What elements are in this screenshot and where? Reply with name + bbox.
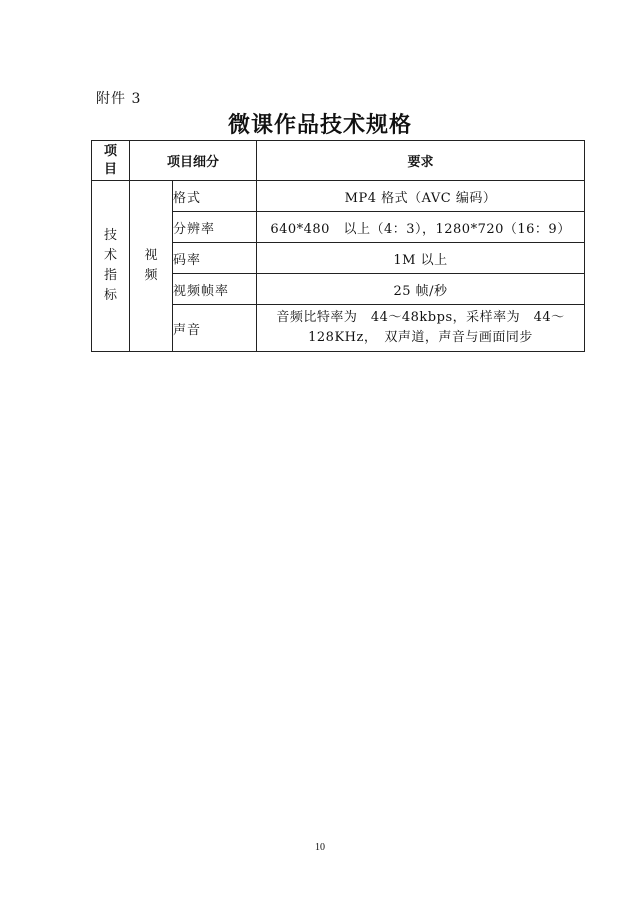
- row-name-bitrate: 码率: [173, 243, 257, 274]
- header-requirement: 要求: [257, 141, 585, 181]
- table-header-row: [92, 141, 585, 181]
- attachment-label: 附件 3: [96, 91, 142, 107]
- header-item: [92, 141, 130, 181]
- row-req-format: MP4 格式（AVC 编码）: [257, 181, 585, 212]
- page-number: 10: [315, 842, 325, 853]
- subcategory-cell: [130, 181, 173, 352]
- row-name-resolution: 分辨率: [173, 212, 257, 243]
- document-title: 微课作品技术规格: [227, 113, 412, 138]
- row-req-resolution: 640*480 以上（4：3），1280*720（16：9）: [257, 212, 585, 243]
- row-name-format: 格式: [173, 181, 257, 212]
- category-label: 技术指标: [103, 228, 117, 303]
- row-req-audio: 音频比特率为 44～48kbps，采样率为 44～128KHz， 双声道，声音与画面同步: [257, 305, 585, 352]
- header-item-label: 项目: [103, 143, 117, 177]
- table-row: [92, 181, 585, 212]
- category-cell: [92, 181, 130, 352]
- header-subitem: 项目细分: [130, 141, 257, 181]
- subcategory-label: 视频: [144, 248, 158, 283]
- row-name-framerate: 视频帧率: [173, 274, 257, 305]
- spec-table: [91, 140, 585, 352]
- row-name-audio: 声音: [173, 305, 257, 352]
- row-req-bitrate: 1M 以上: [257, 243, 585, 274]
- row-req-framerate: 25 帧/秒: [257, 274, 585, 305]
